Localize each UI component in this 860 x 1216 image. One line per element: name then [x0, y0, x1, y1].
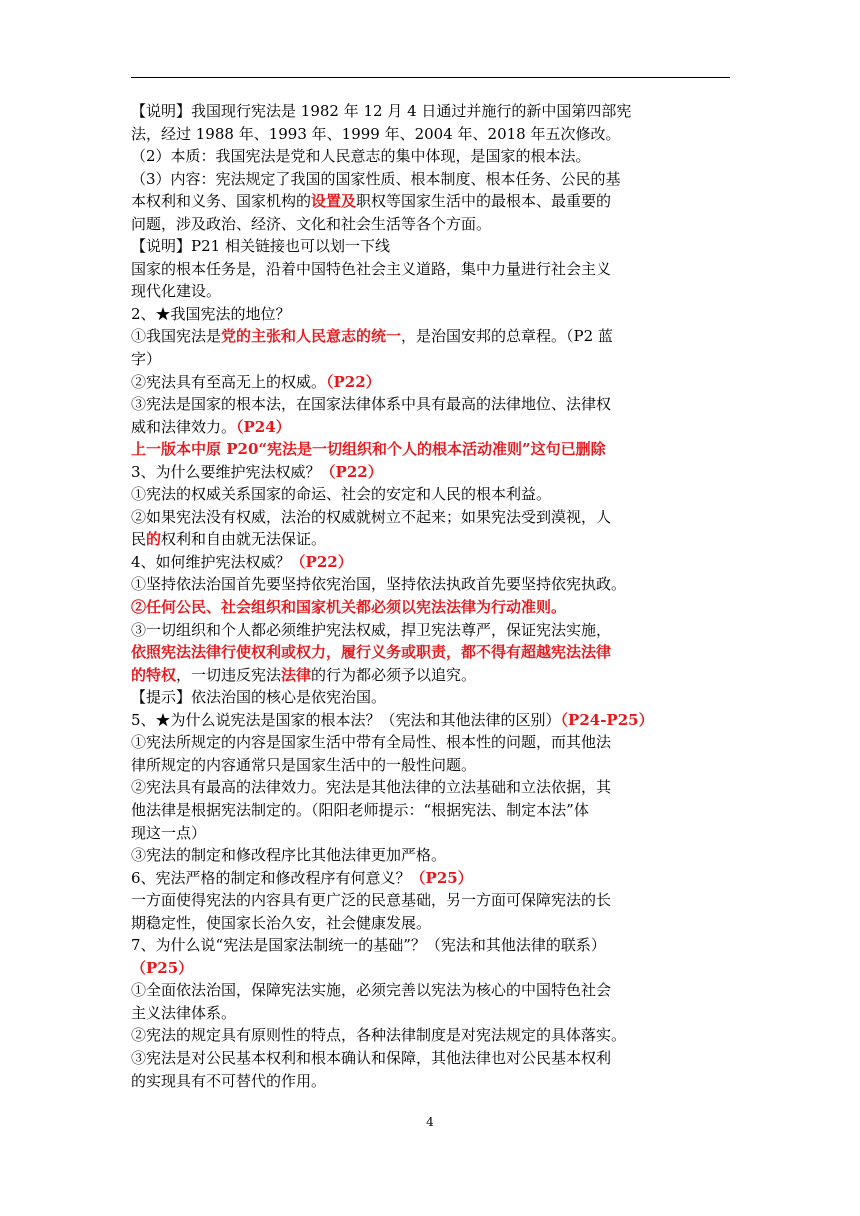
body-text: 权利和自由就无法保证。: [161, 530, 327, 549]
text-line: [131, 1070, 731, 1093]
body-text: 期稳定性，使国家长治久安，社会健康发展。: [131, 913, 432, 932]
body-text: ①宪法所规定的内容是国家生活中带有全局性、根本性的问题，而其他法: [131, 733, 612, 752]
text-line: [131, 912, 731, 935]
body-text: 2、★我国宪法的地位？: [131, 304, 291, 323]
body-text: ①我国宪法是: [131, 327, 222, 346]
highlight-text: 依照宪法法律行使权利或权力，履行义务或职责，都不得有超越宪法法律: [131, 643, 612, 662]
text-line: [131, 619, 731, 642]
text-line: [131, 461, 731, 484]
body-text: 6、宪法严格的制定和修改程序有何意义？: [131, 868, 411, 887]
body-text: ②如果宪法没有权威，法治的权威就树立不起来；如果宪法受到漠视，人: [131, 507, 612, 526]
text-line: [131, 822, 731, 845]
text-line: [131, 573, 731, 596]
body-text: 字）: [131, 350, 162, 369]
highlight-text: （P24-P25）: [560, 710, 654, 729]
body-text: 现代化建设。: [131, 282, 222, 301]
body-text: ③宪法是国家的根本法，在国家法律体系中具有最高的法律地位、法律权: [131, 395, 612, 414]
body-text: ①坚持依法治国首先要坚持依宪治国，坚持依法执政首先要坚持依宪执政。: [131, 575, 627, 594]
body-text: 本权利和义务、国家机构的: [131, 192, 312, 211]
body-text: 【提示】依法治国的核心是依宪治国。: [131, 688, 387, 707]
highlight-text: 设置及: [311, 192, 357, 211]
text-line: [131, 506, 731, 529]
highlight-text: 党的主张和人民意志的统一: [221, 327, 402, 346]
body-text: 现这一点）: [131, 823, 207, 842]
text-line: [131, 303, 731, 326]
highlight-text: （P25）: [410, 868, 473, 887]
document-body: [131, 100, 731, 1092]
text-line: [131, 258, 731, 281]
body-text: ，一切违反宪法: [176, 665, 282, 684]
text-line: [131, 393, 731, 416]
text-line: [131, 979, 731, 1002]
text-line: [131, 957, 731, 980]
body-text: ，是治国安邦的总章程。（P2 蓝: [401, 327, 613, 346]
text-line: [131, 867, 731, 890]
text-line: [131, 754, 731, 777]
text-line: [131, 416, 731, 439]
highlight-text: （P24）: [236, 417, 291, 436]
body-text: 7、为什么说“宪法是国家法制统一的基础”？（宪法和其他法律的联系）: [131, 936, 606, 955]
text-line: [131, 731, 731, 754]
text-line: [131, 145, 731, 168]
text-line: [131, 844, 731, 867]
highlight-text: 的特权: [131, 665, 177, 684]
text-line: [131, 325, 731, 348]
text-line: [131, 799, 731, 822]
text-line: [131, 483, 731, 506]
text-line: [131, 1024, 731, 1047]
body-text: 的实现具有不可替代的作用。: [131, 1071, 327, 1090]
body-text: ②宪法的规定具有原则性的特点，各种法律制度是对宪法规定的具体落实。: [131, 1026, 627, 1045]
text-line: [131, 776, 731, 799]
highlight-text: （P22）: [320, 462, 383, 481]
header-rule: [131, 77, 730, 78]
body-text: ②宪法具有至高无上的权威。: [131, 372, 327, 391]
body-text: 【说明】P21 相关链接也可以划一下线: [131, 237, 390, 256]
body-text: 4、如何维护宪法权威？: [131, 552, 291, 571]
highlight-text: 法律: [281, 665, 312, 684]
highlight-text: （P22）: [326, 372, 381, 391]
text-line: [131, 280, 731, 303]
body-text: 5、★为什么说宪法是国家的根本法？（宪法和其他法律的区别）: [131, 710, 561, 729]
text-line: [131, 371, 731, 394]
text-line: [131, 551, 731, 574]
highlight-text: （P25）: [131, 958, 194, 977]
text-line: [131, 641, 731, 664]
text-line: [131, 889, 731, 912]
body-text: ②宪法具有最高的法律效力。宪法是其他法律的立法基础和立法依据，其: [131, 778, 612, 797]
text-line: [131, 438, 731, 461]
text-line: [131, 596, 731, 619]
body-text: （2）本质：我国宪法是党和人民意志的集中体现，是国家的根本法。: [131, 147, 591, 166]
body-text: 国家的根本任务是，沿着中国特色社会主义道路，集中力量进行社会主义: [131, 259, 612, 278]
body-text: 【说明】我国现行宪法是 1982 年 12 月 4 日通过并施行的新中国第四部宪: [131, 102, 632, 120]
body-text: ③一切组织和个人都必须维护宪法权威，捍卫宪法尊严，保证宪法实施，: [131, 620, 612, 639]
body-text: ①宪法的权威关系国家的命运、社会的安定和人民的根本利益。: [131, 485, 552, 504]
text-line: [131, 100, 731, 123]
text-line: [131, 528, 731, 551]
highlight-text: 的: [146, 530, 162, 549]
body-text: 法，经过 1988 年、1993 年、1999 年、2004 年、2018 年五次修改。: [131, 124, 621, 143]
body-text: （3）内容：宪法规定了我国的国家性质、根本制度、根本任务、公民的基: [131, 169, 621, 188]
text-line: [131, 1047, 731, 1070]
body-text: 威和法律效力。: [131, 417, 237, 436]
body-text: ③宪法的制定和修改程序比其他法律更加严格。: [131, 846, 447, 865]
body-text: 职权等国家生活中的最根本、最重要的: [356, 192, 612, 211]
body-text: ③宪法是对公民基本权利和根本确认和保障，其他法律也对公民基本权利: [131, 1048, 612, 1067]
highlight-text: 上一版本中原 P20“宪法是一切组织和个人的根本活动准则”这句已删除: [131, 440, 606, 459]
text-line: [131, 235, 731, 258]
text-line: [131, 1002, 731, 1025]
body-text: 3、为什么要维护宪法权威？: [131, 462, 321, 481]
text-line: [131, 348, 731, 371]
text-line: [131, 686, 731, 709]
text-line: [131, 123, 731, 146]
body-text: 主义法律体系。: [131, 1003, 237, 1022]
body-text: 一方面使得宪法的内容具有更广泛的民意基础，另一方面可保障宪法的长: [131, 891, 612, 910]
text-line: [131, 709, 731, 732]
body-text: 问题，涉及政治、经济、文化和社会生活等各个方面。: [131, 214, 492, 233]
text-line: [131, 934, 731, 957]
text-line: [131, 168, 731, 191]
body-text: ①全面依法治国，保障宪法实施，必须完善以宪法为核心的中国特色社会: [131, 981, 612, 1000]
body-text: 他法律是根据宪法制定的。（阳阳老师提示：“根据宪法、制定本法”体: [131, 800, 589, 819]
highlight-text: （P22）: [290, 552, 353, 571]
highlight-text: ②任何公民、社会组织和国家机关都必须以宪法法律为行动准则。: [131, 598, 567, 617]
page-number: 4: [426, 1115, 434, 1129]
text-line: [131, 664, 731, 687]
text-line: [131, 213, 731, 236]
text-line: [131, 190, 731, 213]
body-text: 民: [131, 530, 147, 549]
body-text: 律所规定的内容通常只是国家生活中的一般性问题。: [131, 755, 477, 774]
body-text: 的行为都必须予以追究。: [311, 665, 477, 684]
